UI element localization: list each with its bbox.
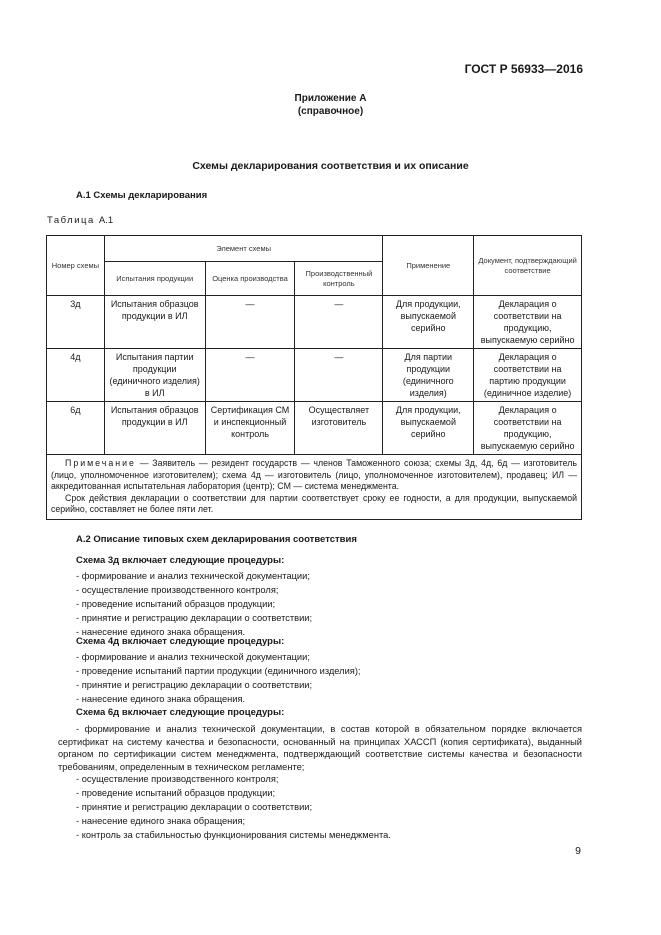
cell-document: Декларация о соответствии на продукцию, выпускаемую серийно [474, 402, 582, 455]
header-control: Производственный контроль [295, 262, 383, 296]
table-caption-number: А.1 [98, 215, 114, 226]
cell-application: Для продукции, выпускаемой серийно [383, 296, 474, 349]
cell-testing: Испытания партии продукции (единичного изделия) в ИЛ [104, 349, 205, 402]
note-text: — Заявитель — резидент государств — членов Таможенного союза; схемы 3д, 4д, 6д — изготовитель (лицо, уполномоченное изготовителем); схема 4д — изготовитель (лицо, уполномоченное изготовителем), продавец; ИЛ — аккредитованная испытательная лаборатория (центр); СМ — система менеджмента. [51, 458, 577, 491]
scheme-6d-title: Схема 6д включает следующие процедуры: [76, 707, 285, 718]
cell-scheme: 3д [47, 296, 105, 349]
cell-scheme: 4д [47, 349, 105, 402]
note-text-2: Срок действия декларации о соответствии для партии соответствует сроку ее годности, а для продукции, выпускаемой серийно, составляет не более пяти лет. [51, 492, 577, 514]
list-item: - принятие и регистрацию декларации о соответствии; [76, 611, 586, 625]
scheme-4d-title: Схема 4д включает следующие процедуры: [76, 636, 285, 647]
scheme-6d-list [76, 772, 586, 842]
table-caption [47, 215, 113, 226]
list-item: - формирование и анализ технической документации; [76, 569, 586, 583]
subsection-a1-heading: А.1 Схемы декларирования [76, 190, 208, 201]
schemes-table [46, 235, 582, 520]
table-row [47, 402, 582, 455]
list-item: - проведение испытаний партии продукции (единичного изделия); [76, 664, 586, 678]
cell-application: Для продукции, выпускаемой серийно [383, 402, 474, 455]
table-row [47, 296, 582, 349]
scheme-6d-first-item: - формирование и анализ технической документации, в состав которой в обязательном порядке включается сертификат на систему качества и безопасности, основанный на принципах ХАССП (копия сертификата), выданный органом по сертификации систем менеджмента, подтверждающий соответствие системы качества и безопасности требованиям, определенным в техническом регламенте; [58, 724, 582, 772]
list-item: - проведение испытаний образцов продукции; [76, 786, 586, 800]
cell-control: Осуществляет изготовитель [295, 402, 383, 455]
list-item: - нанесение единого знака обращения. [76, 625, 586, 639]
scheme-3d-list [76, 569, 586, 639]
list-item: - принятие и регистрацию декларации о соответствии; [76, 800, 586, 814]
header-assessment: Оценка производства [205, 262, 295, 296]
header-scheme-no: Номер схемы [47, 236, 105, 296]
note-label: Примечание [65, 458, 136, 468]
header-application: Применение [383, 236, 474, 296]
scheme-4d-list [76, 650, 586, 706]
cell-testing: Испытания образцов продукции в ИЛ [104, 296, 205, 349]
list-item: - нанесение единого знака обращения; [76, 814, 586, 828]
list-item: - осуществление производственного контроля; [76, 583, 586, 597]
cell-assessment: — [205, 349, 295, 402]
header-testing: Испытания продукции [104, 262, 205, 296]
cell-testing: Испытания образцов продукции в ИЛ [104, 402, 205, 455]
list-item: - формирование и анализ технической документации; [76, 650, 586, 664]
cell-control: — [295, 349, 383, 402]
list-item: - принятие и регистрацию декларации о соответствии; [76, 678, 586, 692]
cell-document: Декларация о соответствии на партию продукции (единичное изделие) [474, 349, 582, 402]
cell-assessment: Сертификация СМ и инспекционный контроль [205, 402, 295, 455]
cell-control: — [295, 296, 383, 349]
cell-application: Для партии продукции (единичного изделия) [383, 349, 474, 402]
list-item: - осуществление производственного контроля; [76, 772, 586, 786]
appendix-subtitle: (справочное) [297, 106, 364, 117]
cell-document: Декларация о соответствии на продукцию, выпускаемую серийно [474, 296, 582, 349]
header-element: Элемент схемы [104, 236, 383, 262]
appendix-title: Приложение А [294, 93, 367, 104]
list-item: - проведение испытаний образцов продукции; [76, 597, 586, 611]
header-document: Документ, подтверждающий соответствие [474, 236, 582, 296]
table-note [47, 455, 582, 520]
subsection-a2-heading: А.2 Описание типовых схем декларирования соответствия [76, 534, 357, 545]
table-caption-label: Таблица [47, 215, 95, 226]
list-item: - контроль за стабильностью функционирования системы менеджмента. [76, 828, 586, 842]
scheme-3d-title: Схема 3д включает следующие процедуры: [76, 555, 285, 566]
page-number: 9 [575, 845, 581, 857]
section-title: Схемы декларирования соответствия и их описание [192, 160, 469, 172]
list-item: - нанесение единого знака обращения. [76, 692, 586, 706]
table-note-row [47, 455, 582, 520]
cell-scheme: 6д [47, 402, 105, 455]
standard-number: ГОСТ Р 56933—2016 [464, 62, 583, 76]
table-row [47, 349, 582, 402]
cell-assessment: — [205, 296, 295, 349]
